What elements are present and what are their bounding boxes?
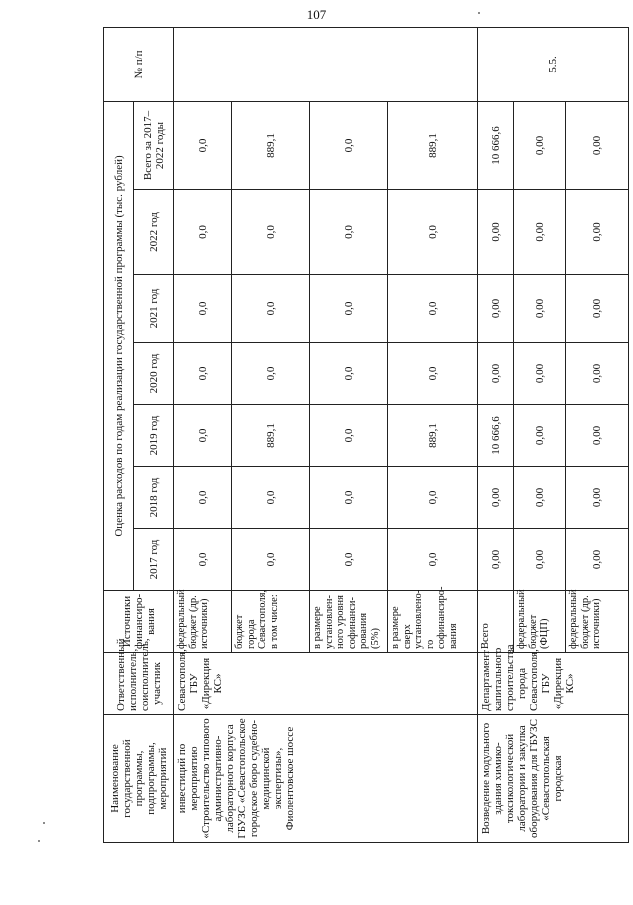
value-year-2020: 0,00 (478, 343, 514, 405)
value-year-2022: 0,0 (310, 190, 388, 275)
value-year-2018: 0,0 (388, 467, 478, 529)
value-year-2017: 0,0 (388, 529, 478, 591)
value-year-2018: 0,0 (232, 467, 310, 529)
value-year-2017: 0,00 (478, 529, 514, 591)
header-year: 2020 год (134, 343, 174, 405)
value-year-2021: 0,00 (514, 275, 566, 343)
value-year-2018: 0,0 (310, 467, 388, 529)
value-year-2021: 0,00 (566, 275, 629, 343)
value-year-2018: 0,0 (174, 467, 232, 529)
item-executor: Севастополя, ГБУ «Дирекция КС» (174, 653, 478, 715)
value-year-2020: 0,00 (566, 343, 629, 405)
value-year-2022: 0,00 (514, 190, 566, 275)
header-year: 2022 год (134, 190, 174, 275)
value-year-2018: 0,00 (478, 467, 514, 529)
funding-source: в размере сверх установлено-го софинансиро-вания (388, 591, 478, 653)
value-year-2020: 0,0 (310, 343, 388, 405)
value-year-2019: 0,0 (310, 405, 388, 467)
funding-source: Всего (478, 591, 514, 653)
value-year-2018: 0,00 (566, 467, 629, 529)
item-name: Возведение модульного здания химико-токсикологической лаборатории и закупка оборудования для ГБУЗС «Севастопольская городская (478, 715, 629, 843)
value-year-2017: 0,0 (174, 529, 232, 591)
value-year-2021: 0,00 (478, 275, 514, 343)
item-executor: Департамент капитального строительства города Севастополя, ГБУ «Дирекция КС» (478, 653, 629, 715)
header-year: Всего за 2017–2022 годы (134, 102, 174, 190)
value-year-2017: 0,0 (232, 529, 310, 591)
value-total: 889,1 (232, 102, 310, 190)
rotated-table-area (103, 28, 628, 843)
scan-speck (38, 840, 40, 842)
value-year-2019: 0,00 (566, 405, 629, 467)
value-year-2017: 0,0 (310, 529, 388, 591)
value-year-2019: 0,00 (514, 405, 566, 467)
funding-source: федеральный бюджет (др. источники) (566, 591, 629, 653)
funding-source: бюджет города Севастополя, в том числе: (232, 591, 310, 653)
value-year-2021: 0,0 (310, 275, 388, 343)
scan-speck (478, 12, 480, 14)
item-number: 5.5. (478, 28, 629, 102)
table-row (478, 28, 514, 843)
value-year-2020: 0,0 (174, 343, 232, 405)
value-year-2022: 0,0 (388, 190, 478, 275)
header-name: Наименование государственной программы, подпрограммы, мероприятий (104, 715, 174, 843)
value-year-2020: 0,0 (388, 343, 478, 405)
funding-source: федеральный бюджет (др. источники) (174, 591, 232, 653)
header-source: Источники финансиро-вания (104, 591, 174, 653)
value-year-2020: 0,0 (232, 343, 310, 405)
header-executor: Ответственный исполнитель, соисполнитель, участник (104, 653, 174, 715)
value-year-2017: 0,00 (514, 529, 566, 591)
value-year-2021: 0,0 (232, 275, 310, 343)
header-year: 2018 год (134, 467, 174, 529)
value-year-2019: 889,1 (232, 405, 310, 467)
value-total: 889,1 (388, 102, 478, 190)
value-total: 0,0 (310, 102, 388, 190)
value-year-2019: 0,0 (174, 405, 232, 467)
item-name: инвестиций по мероприятию «Строительство типового административно-лабораторного корпуса ГБУЗС «Севастопольское городское бюро судебно-медицинской экспертизы», Фиолентовское шоссе (174, 715, 478, 843)
value-year-2019: 889,1 (388, 405, 478, 467)
header-year: 2019 год (134, 405, 174, 467)
page-number: 107 (306, 7, 327, 22)
value-year-2021: 0,0 (388, 275, 478, 343)
value-year-2018: 0,00 (514, 467, 566, 529)
funding-source: в размере установлен-ного уровня софинанси-рования (5%) (310, 591, 388, 653)
value-year-2019: 10 666,6 (478, 405, 514, 467)
value-year-2022: 0,0 (174, 190, 232, 275)
item-number (174, 28, 478, 102)
funding-source: федеральный бюджет (ФЦП) (514, 591, 566, 653)
value-year-2017: 0,00 (566, 529, 629, 591)
value-total: 0,00 (566, 102, 629, 190)
budget-table (103, 27, 629, 843)
table-row (174, 28, 232, 843)
header-num: № п/п (104, 28, 174, 102)
value-year-2022: 0,0 (232, 190, 310, 275)
value-year-2022: 0,00 (566, 190, 629, 275)
value-year-2022: 0,00 (478, 190, 514, 275)
value-total: 10 666,6 (478, 102, 514, 190)
header-year: 2021 год (134, 275, 174, 343)
scan-speck (43, 822, 45, 824)
header-estimate: Оценка расходов по годам реализации государственной программы (тыс. рублей) (104, 102, 134, 591)
header-year: 2017 год (134, 529, 174, 591)
value-total: 0,0 (174, 102, 232, 190)
value-year-2021: 0,0 (174, 275, 232, 343)
value-year-2020: 0,00 (514, 343, 566, 405)
value-total: 0,00 (514, 102, 566, 190)
